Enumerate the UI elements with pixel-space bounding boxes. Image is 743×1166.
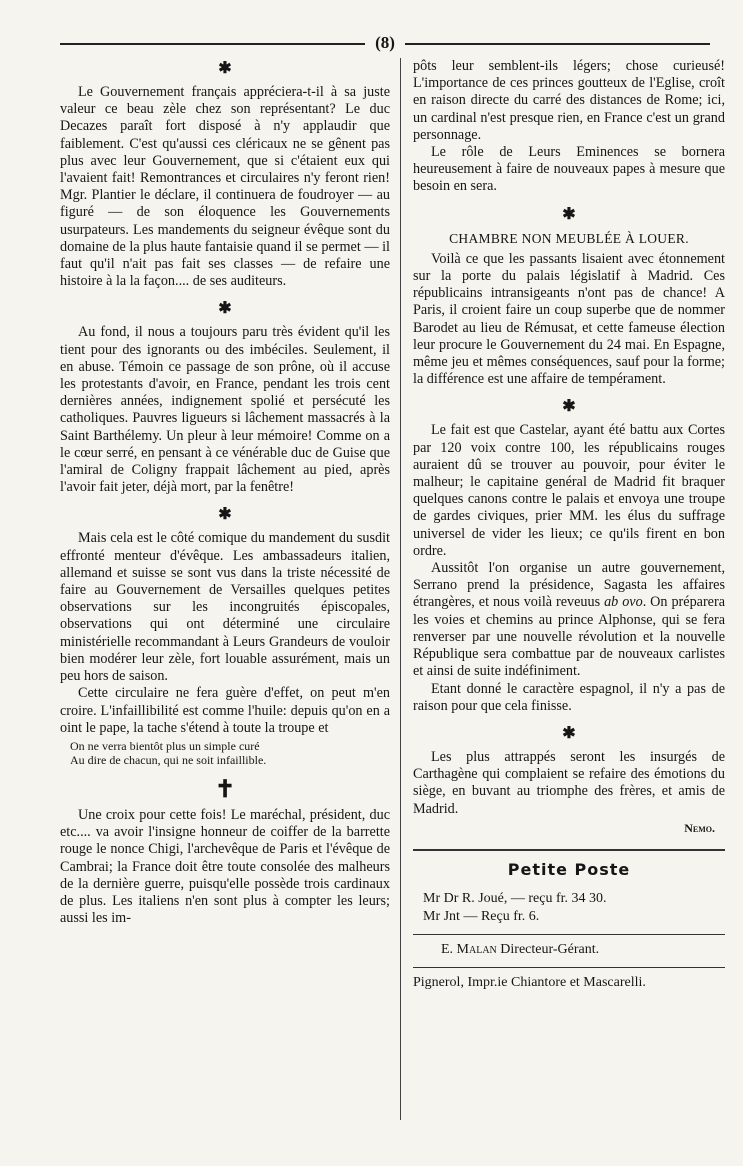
star-ornament: ✱: [218, 60, 232, 77]
star-ornament: ✱: [562, 205, 576, 223]
paragraph: Le Gouvernement français appréciera-t-il à sa juste valeur ce beau zèle chez son représentant? Le duc Decazes paraît fort disposé à n'y applaudir que faiblement. C'est qu'aussi ces cléricaux ne se gênent pas plus avec leur Gouvernement, que si c'étaient eux qui l'avaient fait! Remontrances et circulaires n'y feront rien! Mgr. Plantier le déclare, il continuera de foudroyer — au figuré — de son éloquence les Gouvernements usurpateurs. Les mandements du seigneur évêque sont du domaine de la plus haute fantaisie quand il se permet — il faut qu'il n'ait pas fait ses classes — de refaire une histoire à la la façon.... de ses auditeurs.: [60, 84, 390, 290]
verse-line: On ne verra bientôt plus un simple curé: [70, 738, 260, 753]
paragraph: pôts leur semblent-ils légers; chose curieusé! L'importance de ces princes goutteux de l'Eglise, croît en raison directe du carré des distances de Rome; ici, un cardinal n'est presque rien, en France c'est un grand personnage.: [413, 58, 725, 143]
paragraph: Au fond, il nous a toujours paru très évident qu'il les tient pour des ignorants ou des imbéciles. Seulement, il en abuse. Témoin ce passage de son prône, où il accuse les protestants d'avoir, en France, pendant les trois cent dernières années, indignement spolié et persécuté les catholiques. Pauvres ligueurs si lâchement massacrés à la Saint Barthélemy. Un pleur à leur mémoire! Comme on a le cœur serré, en pensant à ce vénérable duc de Guise que l'amiral de Coligny frappait lâchement au pied, après l'avoir fait jeter, déjà mort, par la fenêtre!: [60, 324, 390, 496]
paragraph: Le fait est que Castelar, ayant été battu aux Cortes par 120 voix contre 100, les républicains rouges auraient dû se trouver au pouvoir, pour éviter le malheur; le capitaine genéral de Madrid fit braquer quelques canons contre le palais et envoya une troupe de gardes civiques, prier MM. les élus du suffrage universel de vider les lieux; ce qu'ils firent en bon ordre.: [413, 422, 725, 559]
paragraph: Etant donné le caractère espagnol, il n'y a pas de raison pour que cela finisse.: [413, 680, 725, 714]
paragraph-part: Aussitôt l'on organise un autre gouvernement, Serrano prend la présidence, Sagasta les affaires étrangères, et nous voilà reveuus: [413, 560, 725, 611]
paragraph-part: . On préparera les voies et chemins au prince Alphonse, qui se fera renverser par une nouvelle révolution et la nouvelle République sera combattue par de nouveaux carlistes et ainsi de suite indéfiniment.: [413, 594, 725, 680]
paragraph: [413, 560, 725, 680]
paragraph: Cette circulaire ne fera guère d'effet, on peut m'en croire. L'infaillibilité est comme l'huile: depuis qu'on en a oint le pape, la tache s'étend à toute la troupe et: [60, 685, 390, 736]
article-heading: CHAMBRE NON MEUBLÉE À LOUER.: [449, 230, 689, 246]
editor-credit: [441, 941, 725, 959]
section-rule: [413, 967, 725, 968]
verse-quote: [70, 739, 390, 767]
poste-entry: Mr Dr R. Joué, — reçu fr. 34 30.: [423, 891, 607, 907]
paragraph: Voilà ce que les passants lisaient avec étonnement sur la porte du palais législatif à Madrid. Ces républicains intransigeants n'ont pas de chance! A Paris, il croient faire un coup superbe que de nommer Barodet au lieu de Rémusat, et cette fameuse élection leur procure le Gouvernement du 24 mai. En Espagne, même jeu et mêmes conséquences, sauf pour la forme; la différence est une affaire de tempérament.: [413, 250, 725, 388]
section-rule: [413, 849, 725, 851]
header-rule-right: [405, 43, 710, 45]
petite-poste-title: Petite Poste: [507, 859, 631, 879]
editor-name: E. Malan: [441, 942, 497, 958]
page-number: (8): [375, 33, 395, 52]
poste-entry: Mr Jnt — Reçu fr. 6.: [423, 909, 540, 925]
latin-phrase: ab ovo: [604, 594, 643, 611]
paragraph: Le rôle de Leurs Eminences se bornera heureusement à faire de nouveaux papes à mesure que besoin en sera.: [413, 144, 725, 195]
cross-ornament: ✝: [214, 776, 236, 803]
star-ornament: ✱: [218, 506, 232, 524]
star-ornament: ✱: [562, 724, 576, 742]
page-header: [60, 32, 710, 54]
column-divider: [400, 58, 401, 1120]
section-rule: [413, 934, 725, 935]
header-rule-left: [60, 43, 365, 45]
paragraph: Une croix pour cette fois! Le maréchal, président, duc etc.... va avoir l'insigne honneur de coiffer de la barrette rouge le nonce Chigi, l'archevêque de Paris et l'évêque de Cambrai; la France doit être toute consolée des malheurs de la dernière guerre, puisqu'elle possède trois cardinaux de plus. Les italiens n'en sont plus à compter les leurs; aussi les im-: [60, 806, 390, 927]
right-column: [413, 58, 725, 992]
paragraph: Mais cela est le côté comique du mandement du susdit effronté menteur d'évêque. Les ambassadeurs italien, allemand et suisse se sont vus dans la triste nécessité de faire au Gouvernement de Versailles quelques petites observations sur les incongruités épiscopales, observations qui ont déterminé une circulaire ministérielle recommandant à Leurs Grandeurs de vouloir bien modérer leur zèle, fort louable assurément, mais un peu hors de saison.: [60, 530, 390, 685]
printer-credit: Pignerol, Impr.ie Chiantore et Mascarelli.: [413, 975, 646, 991]
left-column: [60, 58, 390, 927]
star-ornament: ✱: [562, 398, 576, 416]
paragraph: Les plus attrappés seront les insurgés de Carthagène qui complaient se refaire des émotions du siège, en buvant au triomphe des frères, et amis de Madrid.: [413, 748, 725, 817]
editor-role: Directeur-Gérant.: [500, 942, 600, 958]
star-ornament: ✱: [218, 300, 232, 318]
verse-line: Au dire de chacun, qui ne soit infaillible.: [70, 752, 267, 767]
signature: Nemo.: [684, 820, 715, 835]
